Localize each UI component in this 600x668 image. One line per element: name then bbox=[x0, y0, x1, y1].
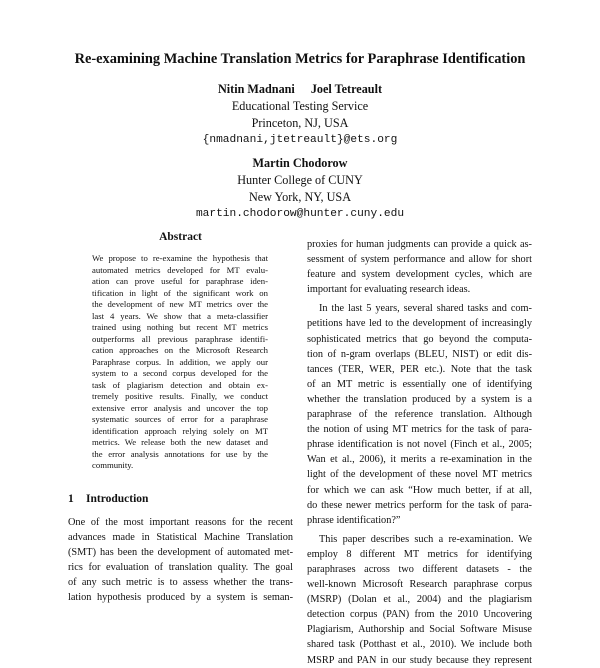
text-line: We propose to re-examine the hypothesis that bbox=[92, 253, 268, 263]
text-line: petitions have led to the development of increasingly bbox=[307, 318, 532, 330]
text-line: system to a second corpus developed for the bbox=[92, 368, 268, 378]
abstract-body bbox=[92, 253, 268, 472]
text-line: This paper describes such a re-examination. We bbox=[319, 533, 532, 545]
text-line: last 4 years. We show that a meta-classifier bbox=[92, 310, 268, 321]
text-line: advances made in Statistical Machine Translation bbox=[68, 532, 293, 544]
text-line: the notion of using MT metrics for the task of para- bbox=[307, 424, 532, 436]
text-line: In the last 5 years, several shared tasks and com- bbox=[319, 303, 532, 315]
author-name: Martin Chodorow bbox=[252, 156, 348, 170]
section-number: 1 bbox=[68, 493, 74, 505]
paper-title: Re-examining Machine Translation Metrics for Paraphrase Identification bbox=[74, 51, 526, 67]
text-line: the development of new MT metrics over the bbox=[92, 299, 268, 309]
text-line: metrics. We release both the new dataset and bbox=[92, 437, 268, 447]
text-line: feature and system development cycles, which are bbox=[307, 269, 532, 281]
text-line: tances (TER, WER, PER etc.). Note that the task bbox=[307, 363, 532, 375]
author-location: New York, NY, USA bbox=[248, 190, 352, 204]
text-line: whether the translation produced by a system is a bbox=[307, 393, 532, 405]
text-line: detection corpus (PAN) from the 2010 Uncovering bbox=[307, 609, 532, 621]
text-line: of any such metric is to assess whether the trans- bbox=[68, 577, 293, 589]
text-line: Paraphrase corpus. In addition, we apply our bbox=[92, 356, 268, 367]
author-name: Joel Tetreault bbox=[310, 82, 383, 96]
text-line: paraphrases across two different datasets - the bbox=[307, 563, 532, 575]
right-column-text bbox=[307, 237, 532, 668]
author-email: {nmadnani,jtetreault}@ets.org bbox=[202, 134, 398, 146]
text-line: community. bbox=[92, 460, 134, 470]
text-line: well-known Microsoft Research paraphrase corpus bbox=[307, 579, 532, 591]
text-line: extensive error analysis and uncover the top bbox=[92, 402, 268, 413]
text-line: task of plagiarism detection and obtain ex- bbox=[92, 379, 268, 390]
text-line: Wan et al., 2006), it merits a re-examination in the bbox=[307, 454, 532, 466]
author-block-1 bbox=[0, 81, 600, 149]
text-line: systematic sources of error for a paraphrase bbox=[92, 414, 268, 424]
text-line: shared task (Potthast et al., 2010). We include both bbox=[307, 639, 532, 651]
author-names bbox=[0, 81, 600, 98]
text-line: (MSRP) (Dolan et al., 2004) and the plagiarism bbox=[307, 594, 532, 606]
text-line: outperforms all previous paraphrase identifi- bbox=[92, 333, 268, 344]
section-heading bbox=[68, 492, 293, 506]
text-line: Plagiarism, Authorship and Social Software Misuse bbox=[307, 624, 532, 636]
abstract-heading: Abstract bbox=[159, 231, 202, 243]
text-line: sessment of system performance and allow for short bbox=[307, 254, 532, 266]
author-block-2 bbox=[0, 155, 600, 223]
text-line: identification approach relying solely on MT bbox=[92, 425, 268, 436]
text-line: employ 8 different MT metrics for identifying bbox=[307, 548, 532, 560]
author-location: Princeton, NJ, USA bbox=[251, 116, 349, 130]
author-name: Nitin Madnani bbox=[217, 82, 295, 96]
text-line: proxies for human judgments can provide a quick as- bbox=[307, 239, 532, 250]
text-line: cation approaches on the Microsoft Research bbox=[92, 345, 268, 355]
text-line: phrase identification is not novel (Finch et al., 2005; bbox=[307, 439, 532, 451]
text-line: paraphrase of the reference translation. Although bbox=[307, 409, 532, 421]
author-affiliation: Educational Testing Service bbox=[231, 99, 369, 113]
author-email: martin.chodorow@hunter.cuny.edu bbox=[195, 208, 405, 220]
text-line: sophisticated metrics that go beyond the computa- bbox=[307, 333, 532, 345]
author-affiliation: Hunter College of CUNY bbox=[237, 173, 363, 187]
text-line: light of the development of these novel MT metrics bbox=[307, 469, 532, 481]
left-column-text bbox=[68, 515, 293, 606]
text-line: tremely positive results. Finally, we conduct bbox=[92, 391, 268, 401]
text-line: MSRP and PAN in our study because they represent bbox=[307, 654, 532, 666]
text-line: ation can prove useful for paraphrase iden- bbox=[92, 276, 268, 286]
text-line: lation hypothesis produced by a system is seman- bbox=[68, 592, 293, 604]
text-line: automated metrics developed for MT evalu- bbox=[92, 264, 268, 275]
text-line: the error analysis annotations for use by the bbox=[92, 448, 268, 459]
text-line: tion of n-gram overlaps (BLEU, NIST) or edit dis- bbox=[307, 348, 532, 360]
section-title: Introduction bbox=[86, 493, 149, 505]
text-line: for which we can ask “How much better, if at all, bbox=[307, 484, 532, 496]
text-line: (SMT) has been the development of automated met- bbox=[68, 547, 293, 559]
text-line: tification in light of the significant work on bbox=[92, 287, 268, 298]
text-line: trained using nothing but recent MT metrics bbox=[92, 322, 268, 332]
text-line: do these newer metrics perform for the task of para- bbox=[307, 499, 532, 511]
author-names bbox=[0, 155, 600, 172]
text-line: phrase identification?” bbox=[307, 514, 401, 526]
text-line: rics for evaluation of translation quality. The goal bbox=[68, 562, 293, 574]
text-line: important for evaluating research ideas. bbox=[307, 284, 471, 296]
text-line: of an MT metric is essentially one of identifying bbox=[307, 378, 532, 390]
text-line: One of the most important reasons for the recent bbox=[68, 517, 293, 528]
